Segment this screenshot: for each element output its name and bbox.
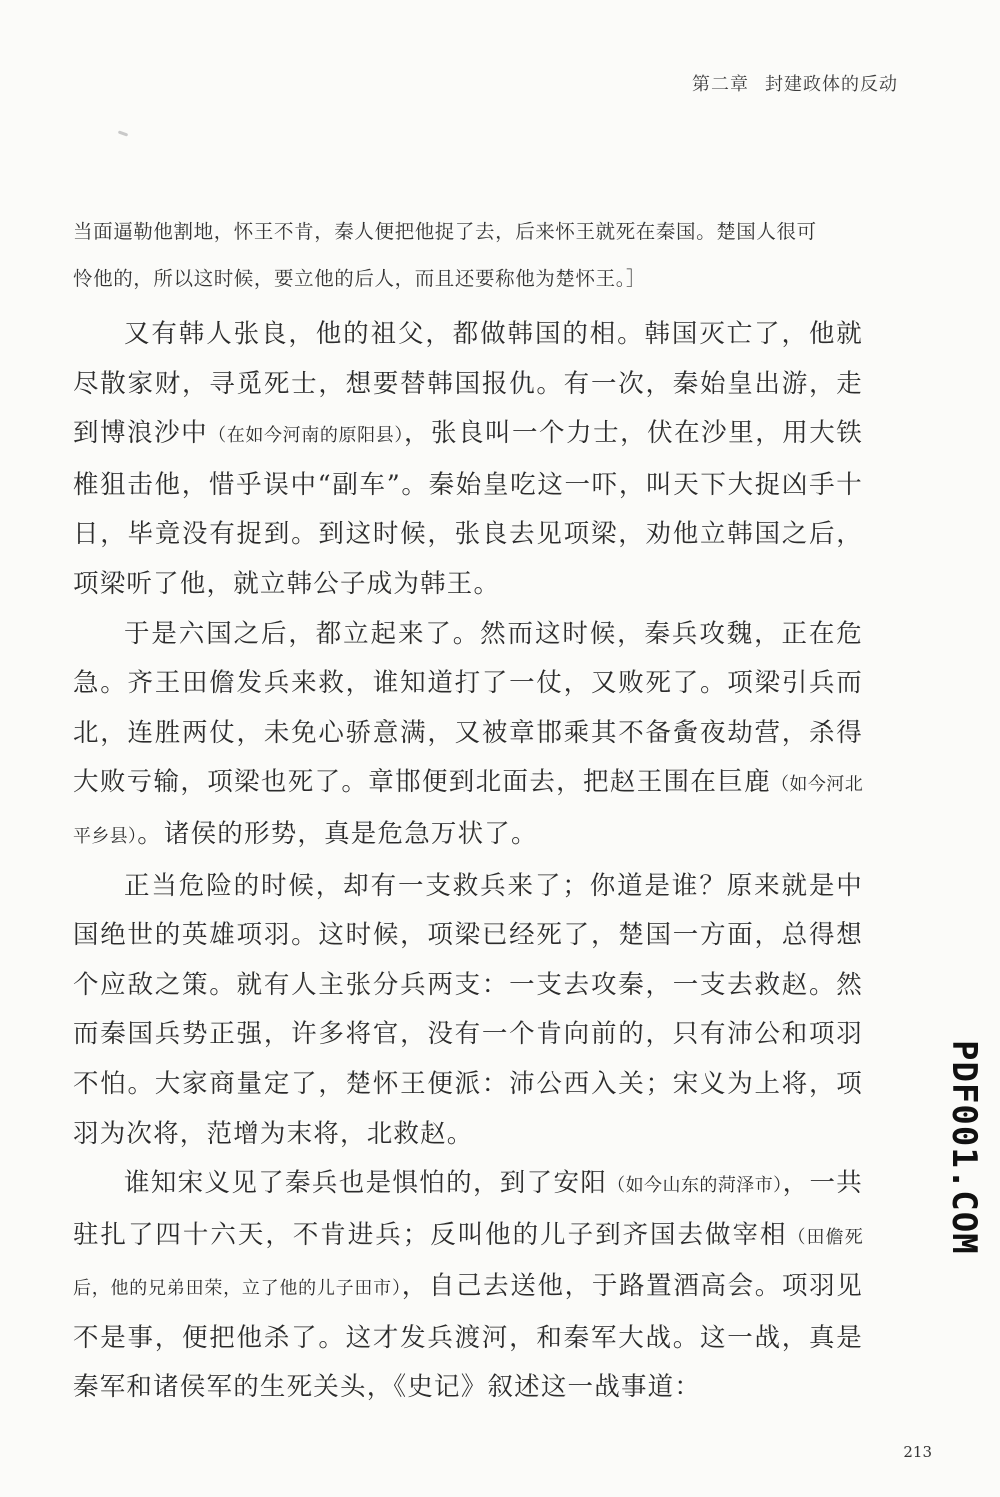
inline-note: （田儋死后，他的兄弟田荣，立了他的儿子田市） <box>73 1226 864 1300</box>
paragraph-text: 又有韩人张良，他的祖父，都做韩国的相。韩国灭亡了，他就尽散家财，寻觅死士，想要替韩国报仇。有一次，秦始皇出游，走到博浪沙中 <box>73 319 863 449</box>
body-text <box>73 208 863 1413</box>
page-number: 213 <box>903 1443 932 1461</box>
scan-smudge <box>118 130 128 136</box>
paragraph-text: 谁知宋义见了秦兵也是惧怕的，到了安阳 <box>124 1168 608 1199</box>
inline-note: （如今河北平乡县） <box>73 774 864 847</box>
paragraph-text: 。诸侯的形势，真是危急万状了。 <box>137 818 538 849</box>
note-continuation-line-1: 当面逼勒他割地，怀王不肯，秦人便把他捉了去，后来怀王就死在秦国。楚国人很可 <box>73 220 817 243</box>
paragraph-text: ，自己去送他，于路置酒高会。项羽见不是事，便把他杀了。这才发兵渡河，和秦军大战。这一战，真是秦军和诸侯军的生死关头，《史记》叙述这一战事道： <box>73 1271 863 1403</box>
paragraph-xiang-yu: 正当危险的时候，却有一支救兵来了；你道是谁？原来就是中国绝世的英雄项羽。这时候，项梁已经死了，楚国一方面，总得想个应敌之策。就有人主张分兵两支：一支去攻秦，一支去救赵。然而秦国兵势正强，许多将官，没有一个肯向前的，只有沛公和项羽不怕。大家商量定了，楚怀王便派：沛公西入关；宋义为上将，项羽为次将，范增为末将，北救赵。 <box>73 870 863 1149</box>
watermark: PDF001.COM <box>944 1040 984 1255</box>
running-head <box>692 70 898 96</box>
chapter-label: 第二章 <box>692 74 749 95</box>
paragraph-text: 于是六国之后，都立起来了。然而这时候，秦兵攻魏，正在危急。齐王田儋发兵来救，谁知道打了一仗，又败死了。项梁引兵而北，连胜两仗，未免心骄意满，又被章邯乘其不备夤夜劫营，杀得大败亏输，项梁也死了。章邯便到北面去，把赵王围在巨鹿 <box>73 618 863 798</box>
chapter-title: 封建政体的反动 <box>765 74 898 95</box>
note-continuation-line-2: 怜他的，所以这时候，要立他的后人，而且还要称他为楚怀王。］ <box>73 267 647 290</box>
inline-note: （在如今河南的原阳县） <box>208 425 404 447</box>
paragraph-song-yi <box>73 1159 863 1413</box>
paragraph-zhang-liang <box>73 310 863 610</box>
inline-note: （如今山东的菏泽市） <box>607 1175 783 1197</box>
paragraph-text: ，一共驻扎了四十六天，不肯进兵；反叫他的儿子到齐国去做宰相 <box>73 1168 863 1250</box>
paragraph-six-states <box>73 610 863 862</box>
paragraph-text: ，张良叫一个力士，伏在沙里，用大铁椎狙击他，惜乎误中“副车”。秦始皇吃这一吓，叫天下大捉凶手十日，毕竟没有捉到。到这时候，张良去见项梁，劝他立韩国之后，项梁听了他，就立韩公子成为韩王。 <box>73 418 863 599</box>
